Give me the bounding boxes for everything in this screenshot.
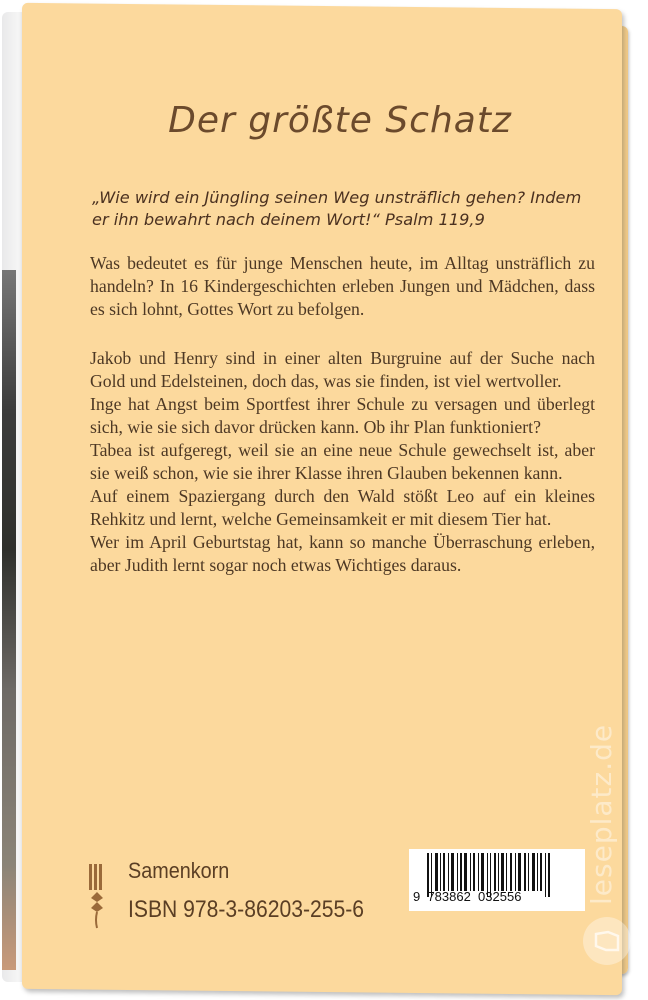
story-summary: Auf einem Spaziergang durch den Wald stößt Leo auf ein kleines Rehkitz und lernt, welche Gemeinsamkeit er mit diesem Tier hat. [90,486,595,529]
isbn: ISBN 978-3-86203-255-6 [128,896,364,923]
story-summary: Inge hat Angst beim Sportfest ihrer Schule zu versagen und überlegt sich, wie sie sich davor drücken kann. Ob ihr Plan funktioniert? [90,394,595,437]
intro-paragraph [90,252,595,321]
barcode-digits: 9 783862 032556 [413,889,522,904]
book-icon [583,917,631,965]
barcode [409,849,585,911]
story-summaries [90,347,595,577]
story-summary: Wer im April Geburtstag hat, kann so manche Überraschung erleben, aber Judith lernt sogar noch etwas Wichtiges daraus. [90,532,595,575]
publisher-name: Samenkorn [128,858,230,883]
wheat-icon [86,862,108,930]
story-summary: Tabea ist aufgeregt, weil sie an eine neue Schule gewechselt ist, aber sie weiß schon, wie sie ihrer Klasse ihren Glauben bekennen kann. [90,440,595,483]
watermark-text: leseplatz.de [585,723,618,905]
front-cover-photo-edge [2,270,16,970]
book-title: Der größte Schatz [168,100,512,141]
bible-quote: „Wie wird ein Jüngling seinen Weg unsträflich gehen? Indem er ihn bewahrt nach deinem Wort!“ Psalm 119,9 [92,188,582,229]
story-summary: Jakob und Henry sind in einer alten Burgruine auf der Suche nach Gold und Edelsteinen, doch das, was sie finden, ist viel wertvoller. [90,348,595,391]
intro-text: Was bedeutet es für junge Menschen heute, im Alltag unsträflich zu handeln? In 16 Kindergeschichten erleben Jungen und Mädchen, dass es sich lohnt, Gottes Wort zu befolgen. [90,253,595,319]
